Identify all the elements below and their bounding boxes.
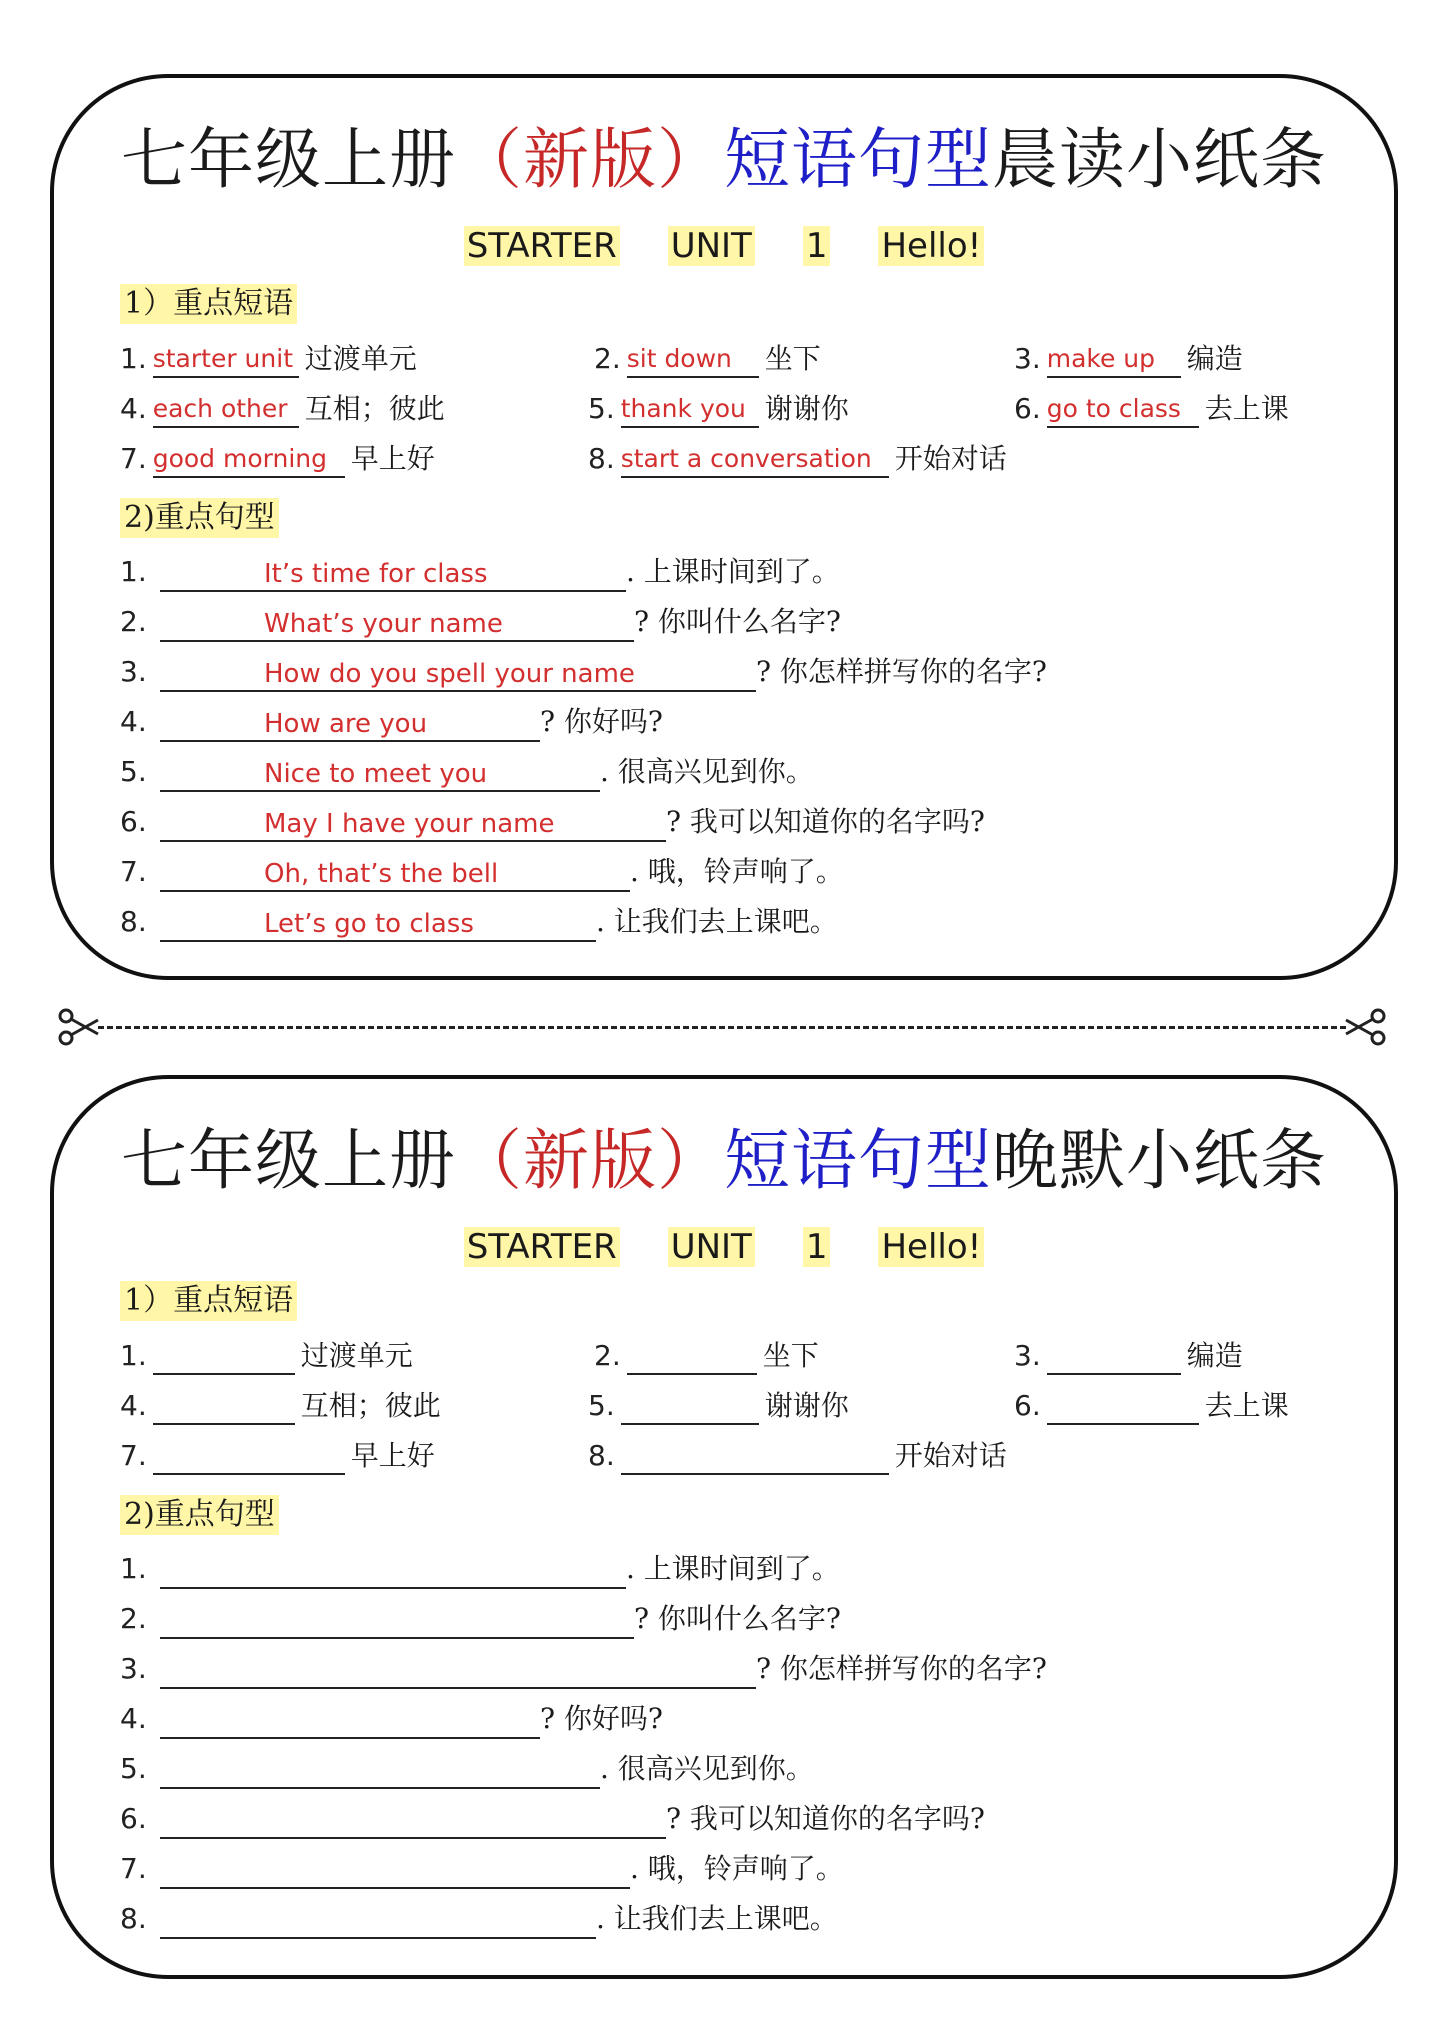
phrase-meaning: 互相；彼此 <box>304 392 445 425</box>
phrase-meaning: 过渡单元 <box>304 342 417 375</box>
phrase-item: 5. 谢谢你 <box>588 1387 849 1425</box>
title-topic: 短语句型 <box>724 121 992 198</box>
phrase-meaning: 去上课 <box>1204 392 1289 425</box>
sentence-item: 6. May I have your name ? 我可以知道你的名字吗? <box>120 802 985 842</box>
card-title <box>54 118 1394 202</box>
sentence-meaning: ? 你好吗? <box>540 1702 663 1735</box>
phrase-blank[interactable] <box>1047 1339 1181 1375</box>
phrase-answer[interactable]: make up <box>1047 342 1181 378</box>
sentence-blank[interactable] <box>160 1653 756 1689</box>
phrase-answer[interactable]: start a conversation <box>621 442 889 478</box>
dashed-divider <box>98 1026 1346 1029</box>
sentence-item: 2. What’s your name ? 你叫什么名字? <box>120 602 841 642</box>
sentence-item: 8. Let’s go to class . 让我们去上课吧。 <box>120 902 838 942</box>
sentence-meaning: ? 你怎样拼写你的名字? <box>756 1652 1047 1685</box>
title-type: 晚默小纸条 <box>992 1122 1327 1199</box>
card-title <box>54 1119 1394 1203</box>
phrase-meaning: 编造 <box>1186 1339 1243 1372</box>
sentence-meaning: . 上课时间到了。 <box>626 555 840 588</box>
phrase-meaning: 互相；彼此 <box>300 1389 441 1422</box>
phrases-heading: 1）重点短语 <box>120 1281 297 1321</box>
sentence-blank[interactable] <box>160 1553 626 1589</box>
evening-card <box>50 1075 1398 1979</box>
phrase-item: 3. make up 编造 <box>1014 340 1243 378</box>
phrase-blank[interactable] <box>153 1339 295 1375</box>
unit-word: UNIT <box>668 1227 755 1267</box>
phrase-meaning: 谢谢你 <box>764 1389 849 1422</box>
sentence-answer[interactable]: It’s time for class <box>160 556 626 592</box>
phrase-item: 7. good morning 早上好 <box>120 440 435 478</box>
phrase-item: 8. start a conversation 开始对话 <box>588 440 1007 478</box>
sentences-heading: 2)重点句型 <box>120 1495 279 1535</box>
sentence-meaning: ? 我可以知道你的名字吗? <box>666 805 985 838</box>
unit-line <box>54 1225 1394 1269</box>
title-edition: （新版） <box>456 1122 724 1199</box>
sentence-blank[interactable] <box>160 1853 630 1889</box>
title-topic: 短语句型 <box>724 1122 992 1199</box>
phrase-item: 4. each other 互相；彼此 <box>120 390 445 428</box>
sentence-meaning: ? 你叫什么名字? <box>634 1602 841 1635</box>
sentence-answer[interactable]: May I have your name <box>160 806 666 842</box>
title-edition: （新版） <box>456 121 724 198</box>
phrase-meaning: 坐下 <box>764 342 821 375</box>
phrase-item: 6. go to class 去上课 <box>1014 390 1289 428</box>
sentence-meaning: ? 我可以知道你的名字吗? <box>666 1802 985 1835</box>
sentence-item: 4. How are you ? 你好吗? <box>120 702 663 742</box>
sentence-item: 2. ? 你叫什么名字? <box>120 1599 841 1639</box>
sentence-item: 8. . 让我们去上课吧。 <box>120 1899 838 1939</box>
sentence-answer[interactable]: Oh, that’s the bell <box>160 856 630 892</box>
title-grade: 七年级上册 <box>121 1122 456 1199</box>
sentence-item: 3. ? 你怎样拼写你的名字? <box>120 1649 1047 1689</box>
sentence-item: 1. . 上课时间到了。 <box>120 1549 840 1589</box>
unit-line <box>54 224 1394 268</box>
phrase-blank[interactable] <box>153 1389 295 1425</box>
sentence-item: 7. Oh, that’s the bell . 哦，铃声响了。 <box>120 852 844 892</box>
phrase-answer[interactable]: good morning <box>153 442 345 478</box>
sentence-answer[interactable]: How are you <box>160 706 540 742</box>
phrase-item: 1. starter unit 过渡单元 <box>120 340 417 378</box>
phrase-item: 2. 坐下 <box>594 1337 819 1375</box>
phrase-item: 3. 编造 <box>1014 1337 1243 1375</box>
unit-starter: STARTER <box>464 1227 620 1267</box>
sentence-meaning: . 很高兴见到你。 <box>600 1752 814 1785</box>
phrases-heading: 1）重点短语 <box>120 284 297 324</box>
phrase-item: 6. 去上课 <box>1014 1387 1289 1425</box>
phrase-answer[interactable]: sit down <box>627 342 759 378</box>
title-grade: 七年级上册 <box>121 121 456 198</box>
sentence-answer[interactable]: What’s your name <box>160 606 634 642</box>
sentence-meaning: ? 你好吗? <box>540 705 663 738</box>
sentence-item: 1. It’s time for class . 上课时间到了。 <box>120 552 840 592</box>
sentence-blank[interactable] <box>160 1803 666 1839</box>
phrase-meaning: 去上课 <box>1204 1389 1289 1422</box>
unit-word: UNIT <box>668 226 755 266</box>
sentence-answer[interactable]: Let’s go to class <box>160 906 596 942</box>
phrase-blank[interactable] <box>621 1439 889 1475</box>
phrase-meaning: 坐下 <box>762 1339 819 1372</box>
sentence-meaning: . 让我们去上课吧。 <box>596 905 838 938</box>
phrase-blank[interactable] <box>621 1389 759 1425</box>
phrase-meaning: 开始对话 <box>894 1439 1007 1472</box>
scissors-icon <box>56 1004 102 1050</box>
sentence-item: 5. Nice to meet you . 很高兴见到你。 <box>120 752 814 792</box>
sentence-meaning: . 上课时间到了。 <box>626 1552 840 1585</box>
phrase-item: 4. 互相；彼此 <box>120 1387 441 1425</box>
sentence-answer[interactable]: How do you spell your name <box>160 656 756 692</box>
sentence-blank[interactable] <box>160 1703 540 1739</box>
sentence-item: 5. . 很高兴见到你。 <box>120 1749 814 1789</box>
cut-line <box>56 1004 1388 1050</box>
unit-name: Hello! <box>878 1227 984 1267</box>
sentences-heading: 2)重点句型 <box>120 498 279 538</box>
phrase-meaning: 过渡单元 <box>300 1339 413 1372</box>
phrase-blank[interactable] <box>1047 1389 1199 1425</box>
sentence-item: 7. . 哦，铃声响了。 <box>120 1849 844 1889</box>
sentence-meaning: . 让我们去上课吧。 <box>596 1902 838 1935</box>
phrase-meaning: 早上好 <box>350 1439 435 1472</box>
sentence-meaning: ? 你叫什么名字? <box>634 605 841 638</box>
phrase-item: 2. sit down 坐下 <box>594 340 821 378</box>
phrase-answer[interactable]: thank you <box>621 392 759 428</box>
sentence-meaning: ? 你怎样拼写你的名字? <box>756 655 1047 688</box>
phrase-answer[interactable]: each other <box>153 392 299 428</box>
scissors-icon <box>1342 1004 1388 1050</box>
phrase-item: 8. 开始对话 <box>588 1437 1007 1475</box>
sentence-item: 3. How do you spell your name ? 你怎样拼写你的名字? <box>120 652 1047 692</box>
sentence-meaning: . 哦，铃声响了。 <box>630 855 844 888</box>
phrase-meaning: 编造 <box>1186 342 1243 375</box>
phrase-meaning: 谢谢你 <box>764 392 849 425</box>
phrase-answer[interactable]: go to class <box>1047 392 1199 428</box>
sentence-item: 6. ? 我可以知道你的名字吗? <box>120 1799 985 1839</box>
phrase-item: 7. 早上好 <box>120 1437 435 1475</box>
title-type: 晨读小纸条 <box>992 121 1327 198</box>
phrase-blank[interactable] <box>627 1339 757 1375</box>
sentence-meaning: . 很高兴见到你。 <box>600 755 814 788</box>
sentence-answer[interactable]: Nice to meet you <box>160 756 600 792</box>
phrase-blank[interactable] <box>153 1439 345 1475</box>
unit-name: Hello! <box>878 226 984 266</box>
phrase-meaning: 开始对话 <box>894 442 1007 475</box>
unit-number: 1 <box>803 226 831 266</box>
unit-number: 1 <box>803 1227 831 1267</box>
sentence-item: 4. ? 你好吗? <box>120 1699 663 1739</box>
morning-card <box>50 74 1398 980</box>
unit-starter: STARTER <box>464 226 620 266</box>
phrase-answer[interactable]: starter unit <box>153 342 299 378</box>
phrase-item: 5. thank you 谢谢你 <box>588 390 849 428</box>
sentence-blank[interactable] <box>160 1903 596 1939</box>
sentence-meaning: . 哦，铃声响了。 <box>630 1852 844 1885</box>
phrase-item: 1. 过渡单元 <box>120 1337 413 1375</box>
sentence-blank[interactable] <box>160 1753 600 1789</box>
sentence-blank[interactable] <box>160 1603 634 1639</box>
phrase-meaning: 早上好 <box>350 442 435 475</box>
